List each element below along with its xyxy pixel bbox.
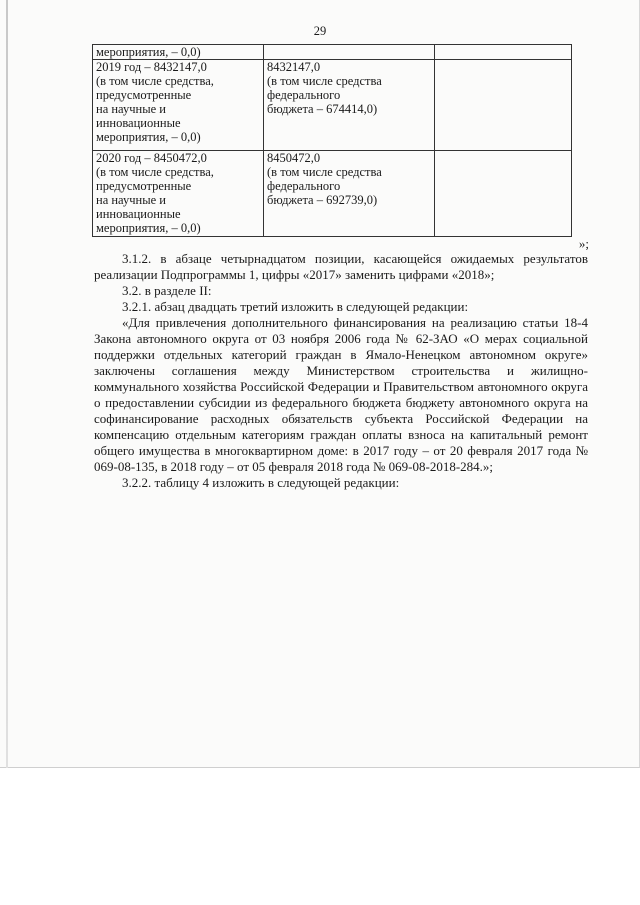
- table-row: [93, 151, 572, 237]
- body-text: [94, 251, 588, 491]
- page-number: 29: [313, 24, 327, 38]
- table-cell: 8450472,0 (в том числе средства федерального бюджета – 692739,0): [264, 151, 435, 237]
- table-cell: [435, 45, 572, 60]
- paragraph: 3.1.2. в абзаце четырнадцатом позиции, касающейся ожидаемых результатов реализации Подпрограммы 1, цифры «2017» заменить цифрами «2018»;: [94, 251, 588, 282]
- table-cell: мероприятия, – 0,0): [93, 45, 264, 60]
- page-edge: [6, 0, 8, 768]
- paragraph: 3.2.1. абзац двадцать третий изложить в следующей редакции:: [122, 299, 469, 314]
- table-row: [93, 60, 572, 151]
- paragraph: 3.2. в разделе II:: [122, 283, 212, 298]
- budget-table: [92, 44, 572, 237]
- table-cell: 8432147,0 (в том числе средства федерального бюджета – 674414,0): [264, 60, 435, 151]
- table-cell: [264, 45, 435, 60]
- paragraph: «Для привлечения дополнительного финансирования на реализацию статьи 18-4 Закона автономного округа от 03 ноября 2006 года № 62-ЗАО «О мерах социальной поддержки отдельных категорий граждан в Ямало-Ненецком автономном округе» заключены соглашения между Министерством строительства и жилищно-коммунального хозяйства Российской Федерации и Правительством автономного округа о предоставлении субсидии из федерального бюджета бюджету автономного округа на софинансирование расходных обязательств субъекта Российской Федерации на компенсацию отдельным категориям граждан оплаты взноса на капитальный ремонт общего имущества в многоквартирном доме: в 2017 году – от 20 февраля 2017 года № 069-08-135, в 2018 году – от 05 февраля 2018 года № 069-08-2018-284.»;: [94, 315, 588, 474]
- table-cell: [435, 151, 572, 237]
- table-row: [93, 45, 572, 60]
- table-cell: [435, 60, 572, 151]
- table-cell: 2020 год – 8450472,0 (в том числе средства, предусмотренные на научные и инновационные мероприятия, – 0,0): [93, 151, 264, 237]
- paragraph: 3.2.2. таблицу 4 изложить в следующей редакции:: [122, 475, 400, 490]
- quote-end: »;: [578, 236, 589, 251]
- table-cell: 2019 год – 8432147,0 (в том числе средства, предусмотренные на научные и инновационные мероприятия, – 0,0): [93, 60, 264, 151]
